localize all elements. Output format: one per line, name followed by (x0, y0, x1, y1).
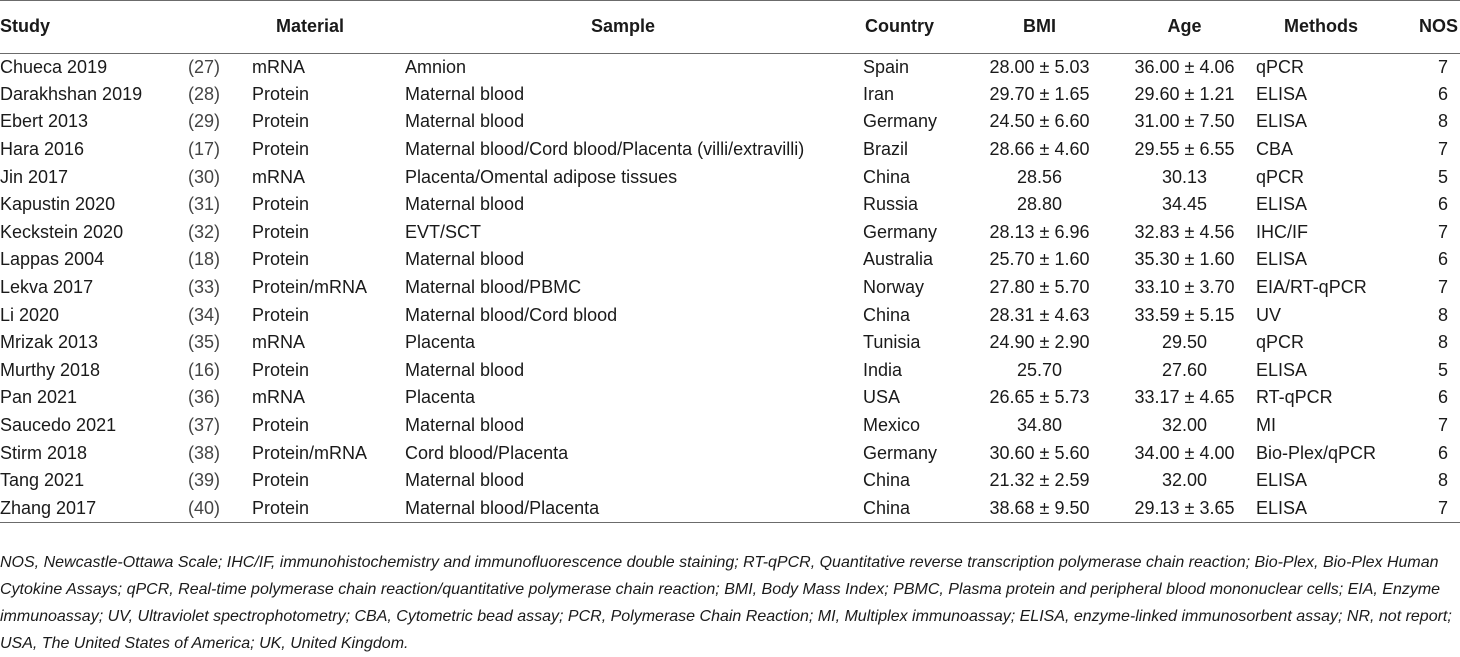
reference-cell: (32) (188, 221, 221, 242)
column-header-methods: Methods (1256, 0, 1402, 53)
material-cell: Protein (252, 359, 310, 380)
methods-cell: qPCR (1256, 332, 1305, 353)
sample-cell: Maternal blood (405, 83, 525, 104)
bmi-cell: 27.80 ± 5.70 (989, 277, 1090, 298)
methods-cell: MI (1256, 415, 1276, 436)
reference-cell: (29) (188, 111, 221, 132)
sample-cell: Maternal blood (405, 249, 525, 270)
study-cell: Darakhshan 2019 (0, 83, 143, 104)
country-cell: Russia (863, 194, 919, 215)
age-cell: 32.83 ± 4.56 (1134, 221, 1235, 242)
nos-cell: 5 (1437, 359, 1448, 380)
country-cell: Tunisia (863, 332, 921, 353)
column-header-study: Study (0, 0, 252, 53)
reference-cell: (34) (188, 304, 221, 325)
methods-cell: RT-qPCR (1256, 387, 1333, 408)
sample-cell: Maternal blood (405, 194, 525, 215)
table-row (0, 357, 1460, 385)
age-cell: 33.59 ± 5.15 (1134, 304, 1235, 325)
study-cell: Li 2020 (0, 304, 60, 325)
study-cell: Kapustin 2020 (0, 194, 116, 215)
table-body (0, 53, 1460, 522)
age-cell: 29.13 ± 3.65 (1113, 495, 1256, 523)
country-cell: Iran (863, 83, 895, 104)
column-header-sample: Sample (405, 0, 863, 53)
methods-cell: qPCR (1256, 166, 1305, 187)
sample-cell: Maternal blood (405, 111, 525, 132)
country-cell: Australia (863, 249, 934, 270)
country-cell: China (863, 495, 966, 523)
country-cell: Germany (863, 111, 938, 132)
study-cell: Keckstein 2020 (0, 221, 124, 242)
sample-cell: EVT/SCT (405, 221, 482, 242)
material-cell: mRNA (252, 166, 305, 187)
bmi-cell: 28.00 ± 5.03 (989, 56, 1090, 77)
reference-cell: (39) (188, 470, 221, 491)
study-cell: Lekva 2017 (0, 277, 94, 298)
reference-cell: (16) (188, 359, 221, 380)
sample-cell: Maternal blood (405, 359, 525, 380)
table-row (0, 81, 1460, 109)
material-cell: Protein (252, 470, 310, 491)
reference-cell: (30) (188, 166, 221, 187)
nos-cell: 6 (1437, 442, 1448, 463)
study-cell: Jin 2017 (0, 166, 69, 187)
bmi-cell: 21.32 ± 2.59 (989, 470, 1090, 491)
material-cell: Protein (252, 415, 310, 436)
table-header (0, 0, 1460, 53)
material-cell: Protein (252, 111, 310, 132)
age-cell: 34.45 (1161, 194, 1208, 215)
reference-cell: (38) (188, 442, 221, 463)
reference-cell: (40) (188, 495, 252, 523)
country-cell: Germany (863, 442, 938, 463)
reference-cell: (36) (188, 387, 221, 408)
country-cell: Brazil (863, 139, 909, 160)
table-row (0, 274, 1460, 302)
sample-cell: Maternal blood (405, 470, 525, 491)
material-cell: Protein/mRNA (252, 442, 368, 463)
age-cell: 32.00 (1161, 470, 1208, 491)
header-row (0, 0, 1460, 53)
age-cell: 33.17 ± 4.65 (1134, 387, 1235, 408)
table-row (0, 191, 1460, 219)
methods-cell: CBA (1256, 139, 1294, 160)
age-cell: 35.30 ± 1.60 (1134, 249, 1235, 270)
sample-cell: Maternal blood/Placenta (405, 495, 863, 523)
material-cell: Protein (252, 221, 310, 242)
methods-cell: EIA/RT-qPCR (1256, 277, 1367, 298)
methods-cell: ELISA (1256, 83, 1308, 104)
sample-cell: Placenta/Omental adipose tissues (405, 166, 678, 187)
nos-cell: 6 (1437, 249, 1448, 270)
methods-cell: ELISA (1256, 111, 1308, 132)
methods-cell: IHC/IF (1256, 221, 1308, 242)
material-cell: Protein (252, 139, 310, 160)
age-cell: 30.13 (1161, 166, 1208, 187)
country-cell: India (863, 359, 903, 380)
study-cell: Mrizak 2013 (0, 332, 99, 353)
material-cell: Protein (252, 194, 310, 215)
bmi-cell: 24.90 ± 2.90 (989, 332, 1090, 353)
sample-cell: Maternal blood/Cord blood/Placenta (villi/extravilli) (405, 139, 805, 160)
nos-cell: 6 (1437, 194, 1448, 215)
age-cell: 36.00 ± 4.06 (1134, 56, 1235, 77)
material-cell: mRNA (252, 56, 305, 77)
sample-cell: Placenta (405, 387, 476, 408)
study-cell: Hara 2016 (0, 139, 85, 160)
study-cell: Saucedo 2021 (0, 415, 117, 436)
age-cell: 34.00 ± 4.00 (1134, 442, 1235, 463)
study-cell: Stirm 2018 (0, 442, 88, 463)
table-row (0, 301, 1460, 329)
table-row (0, 108, 1460, 136)
study-cell: Zhang 2017 (0, 495, 188, 523)
column-header-nos: NOS (1402, 0, 1460, 53)
table-row (0, 495, 1460, 523)
country-cell: Spain (863, 56, 910, 77)
methods-cell: ELISA (1256, 194, 1308, 215)
reference-cell: (28) (188, 83, 221, 104)
table-row (0, 329, 1460, 357)
nos-cell: 7 (1437, 221, 1448, 242)
country-cell: China (863, 470, 911, 491)
methods-cell: ELISA (1256, 249, 1308, 270)
study-cell: Murthy 2018 (0, 359, 101, 380)
sample-cell: Cord blood/Placenta (405, 442, 569, 463)
material-cell: mRNA (252, 387, 305, 408)
reference-cell: (18) (188, 249, 221, 270)
table-row (0, 384, 1460, 412)
column-header-material: Material (252, 0, 405, 53)
study-cell: Tang 2021 (0, 470, 85, 491)
bmi-cell: 28.13 ± 6.96 (989, 221, 1090, 242)
age-cell: 32.00 (1161, 415, 1208, 436)
nos-cell: 8 (1437, 304, 1448, 325)
table-row (0, 246, 1460, 274)
nos-cell: 7 (1402, 495, 1460, 523)
reference-cell: (27) (188, 56, 221, 77)
nos-cell: 6 (1437, 387, 1448, 408)
reference-cell: (17) (188, 139, 221, 160)
age-cell: 33.10 ± 3.70 (1134, 277, 1235, 298)
age-cell: 29.55 ± 6.55 (1134, 139, 1235, 160)
nos-cell: 7 (1437, 56, 1448, 77)
age-cell: 31.00 ± 7.50 (1134, 111, 1235, 132)
study-cell: Lappas 2004 (0, 249, 105, 270)
nos-cell: 7 (1437, 139, 1448, 160)
country-cell: Norway (863, 277, 925, 298)
country-cell: Mexico (863, 415, 921, 436)
column-header-bmi: BMI (966, 0, 1113, 53)
table-row (0, 219, 1460, 247)
nos-cell: 8 (1437, 470, 1448, 491)
methods-cell: qPCR (1256, 56, 1305, 77)
material-cell: Protein (252, 304, 310, 325)
bmi-cell: 28.66 ± 4.60 (989, 139, 1090, 160)
column-header-country: Country (863, 0, 966, 53)
bmi-cell: 26.65 ± 5.73 (989, 387, 1090, 408)
sample-cell: Maternal blood/PBMC (405, 277, 582, 298)
age-cell: 27.60 (1161, 359, 1208, 380)
nos-cell: 6 (1437, 83, 1448, 104)
material-cell: Protein (252, 83, 310, 104)
bmi-cell: 24.50 ± 6.60 (989, 111, 1090, 132)
nos-cell: 7 (1437, 415, 1448, 436)
country-cell: Germany (863, 221, 938, 242)
table-row (0, 439, 1460, 467)
bmi-cell: 25.70 ± 1.60 (989, 249, 1090, 270)
table-footnote: NOS, Newcastle-Ottawa Scale; IHC/IF, immunohistochemistry and immunofluorescence double staining; RT-qPCR, Quantitative reverse transcription polymerase chain reaction; Bio-Plex, Bio-Plex Human Cytokine Assays; qPCR, Real-time polymerase chain reaction/quantitative polymerase chain reaction; BMI, Body Mass Index; PBMC, Plasma protein and peripheral blood mononuclear cells; EIA, Enzyme immunoassay; UV, Ultraviolet spectrophotometry; CBA, Cytometric bead assay; PCR, Polymerase Chain Reaction; MI, Multiplex immunoassay; ELISA, enzyme-linked immunosorbent assay; NR, not report; USA, The United States of America; UK, United Kingdom. (0, 554, 1452, 652)
methods-cell: UV (1256, 304, 1282, 325)
reference-cell: (37) (188, 415, 221, 436)
country-cell: China (863, 304, 911, 325)
bmi-cell: 30.60 ± 5.60 (989, 442, 1090, 463)
bmi-cell: 34.80 (1016, 415, 1063, 436)
sample-cell: Amnion (405, 56, 467, 77)
study-cell: Pan 2021 (0, 387, 78, 408)
reference-cell: (35) (188, 332, 221, 353)
table-row (0, 467, 1460, 495)
nos-cell: 5 (1437, 166, 1448, 187)
table-row (0, 163, 1460, 191)
nos-cell: 7 (1437, 277, 1448, 298)
methods-cell: ELISA (1256, 470, 1308, 491)
study-cell: Chueca 2019 (0, 56, 108, 77)
bmi-cell: 38.68 ± 9.50 (966, 495, 1113, 523)
nos-cell: 8 (1437, 111, 1448, 132)
methods-cell: Bio-Plex/qPCR (1256, 442, 1377, 463)
age-cell: 29.60 ± 1.21 (1134, 83, 1235, 104)
sample-cell: Maternal blood (405, 415, 525, 436)
country-cell: USA (863, 387, 901, 408)
nos-cell: 8 (1437, 332, 1448, 353)
material-cell: Protein (252, 249, 310, 270)
bmi-cell: 25.70 (1016, 359, 1063, 380)
table-row (0, 136, 1460, 164)
bmi-cell: 28.31 ± 4.63 (989, 304, 1090, 325)
sample-cell: Maternal blood/Cord blood (405, 304, 618, 325)
reference-cell: (33) (188, 277, 221, 298)
sample-cell: Placenta (405, 332, 476, 353)
table-row (0, 53, 1460, 81)
material-cell: Protein/mRNA (252, 277, 368, 298)
study-cell: Ebert 2013 (0, 111, 89, 132)
column-header-age: Age (1113, 0, 1256, 53)
methods-cell: ELISA (1256, 359, 1308, 380)
material-cell: mRNA (252, 332, 305, 353)
reference-cell: (31) (188, 194, 221, 215)
age-cell: 29.50 (1161, 332, 1208, 353)
bmi-cell: 28.56 (1016, 166, 1063, 187)
bmi-cell: 29.70 ± 1.65 (989, 83, 1090, 104)
bmi-cell: 28.80 (1016, 194, 1063, 215)
methods-cell: ELISA (1256, 495, 1402, 523)
country-cell: China (863, 166, 911, 187)
material-cell: Protein (252, 495, 405, 523)
table-row (0, 412, 1460, 440)
